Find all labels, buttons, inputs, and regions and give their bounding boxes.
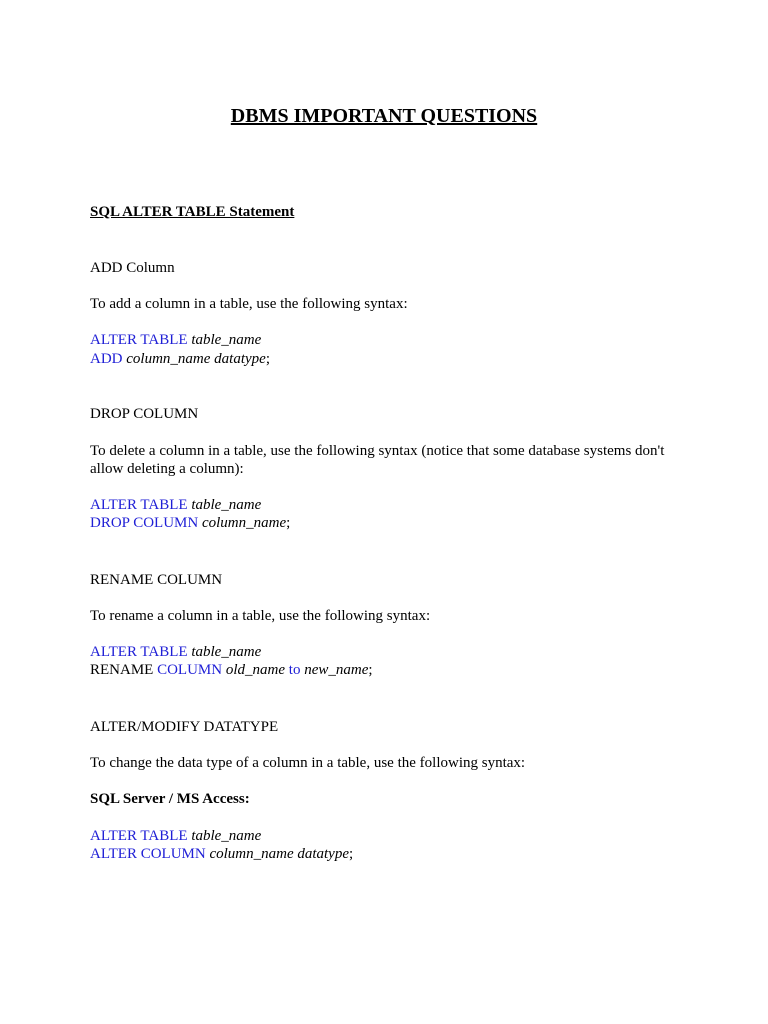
modify-datatype-subheading: SQL Server / MS Access: [90, 791, 250, 807]
rename-code-line-2 [90, 661, 373, 679]
argument: table_name [191, 332, 262, 348]
terminator: ; [349, 846, 354, 862]
rename-column-description: To rename a column in a table, use the following syntax: [90, 608, 431, 624]
argument: new_name [304, 662, 369, 678]
rename-column-heading: RENAME COLUMN [90, 572, 223, 588]
terminator: ; [368, 662, 373, 678]
keyword: ALTER TABLE [90, 828, 188, 844]
keyword: ADD [90, 351, 123, 367]
argument: column_name [201, 515, 287, 531]
drop-column-heading: DROP COLUMN [90, 406, 199, 422]
keyword: ALTER TABLE [90, 497, 188, 513]
modify-code-line-2 [90, 845, 353, 863]
argument: old_name [225, 662, 286, 678]
modify-code-line-1 [90, 827, 261, 845]
drop-code-line-2 [90, 514, 290, 532]
document-title: DBMS IMPORTANT QUESTIONS [230, 105, 538, 127]
terminator: ; [265, 351, 270, 367]
argument: table_name [191, 828, 262, 844]
add-column-heading: ADD Column [90, 260, 175, 276]
keyword: ALTER TABLE [90, 644, 188, 660]
add-column-description: To add a column in a table, use the following syntax: [90, 296, 408, 312]
add-code-line-2 [90, 350, 270, 368]
section-heading: SQL ALTER TABLE Statement [90, 204, 295, 220]
argument: table_name [191, 497, 262, 513]
terminator: ; [286, 515, 291, 531]
modify-datatype-description: To change the data type of a column in a table, use the following syntax: [90, 755, 526, 771]
argument: column_name datatype [126, 351, 266, 367]
keyword: COLUMN [157, 662, 223, 678]
keyword: ALTER TABLE [90, 332, 188, 348]
plain-keyword: RENAME [90, 662, 154, 678]
drop-code-line-1 [90, 496, 261, 514]
drop-column-description-line-1: To delete a column in a table, use the following syntax (notice that some database systems don't [90, 443, 665, 459]
argument: table_name [191, 644, 262, 660]
keyword: DROP COLUMN [90, 515, 199, 531]
add-code-line-1 [90, 331, 261, 349]
modify-datatype-heading: ALTER/MODIFY DATATYPE [90, 719, 279, 735]
keyword: ALTER COLUMN [90, 846, 206, 862]
keyword: to [288, 662, 301, 678]
rename-code-line-1 [90, 643, 261, 661]
drop-column-description-line-2: allow deleting a column): [90, 461, 244, 477]
argument: column_name datatype [209, 846, 350, 862]
